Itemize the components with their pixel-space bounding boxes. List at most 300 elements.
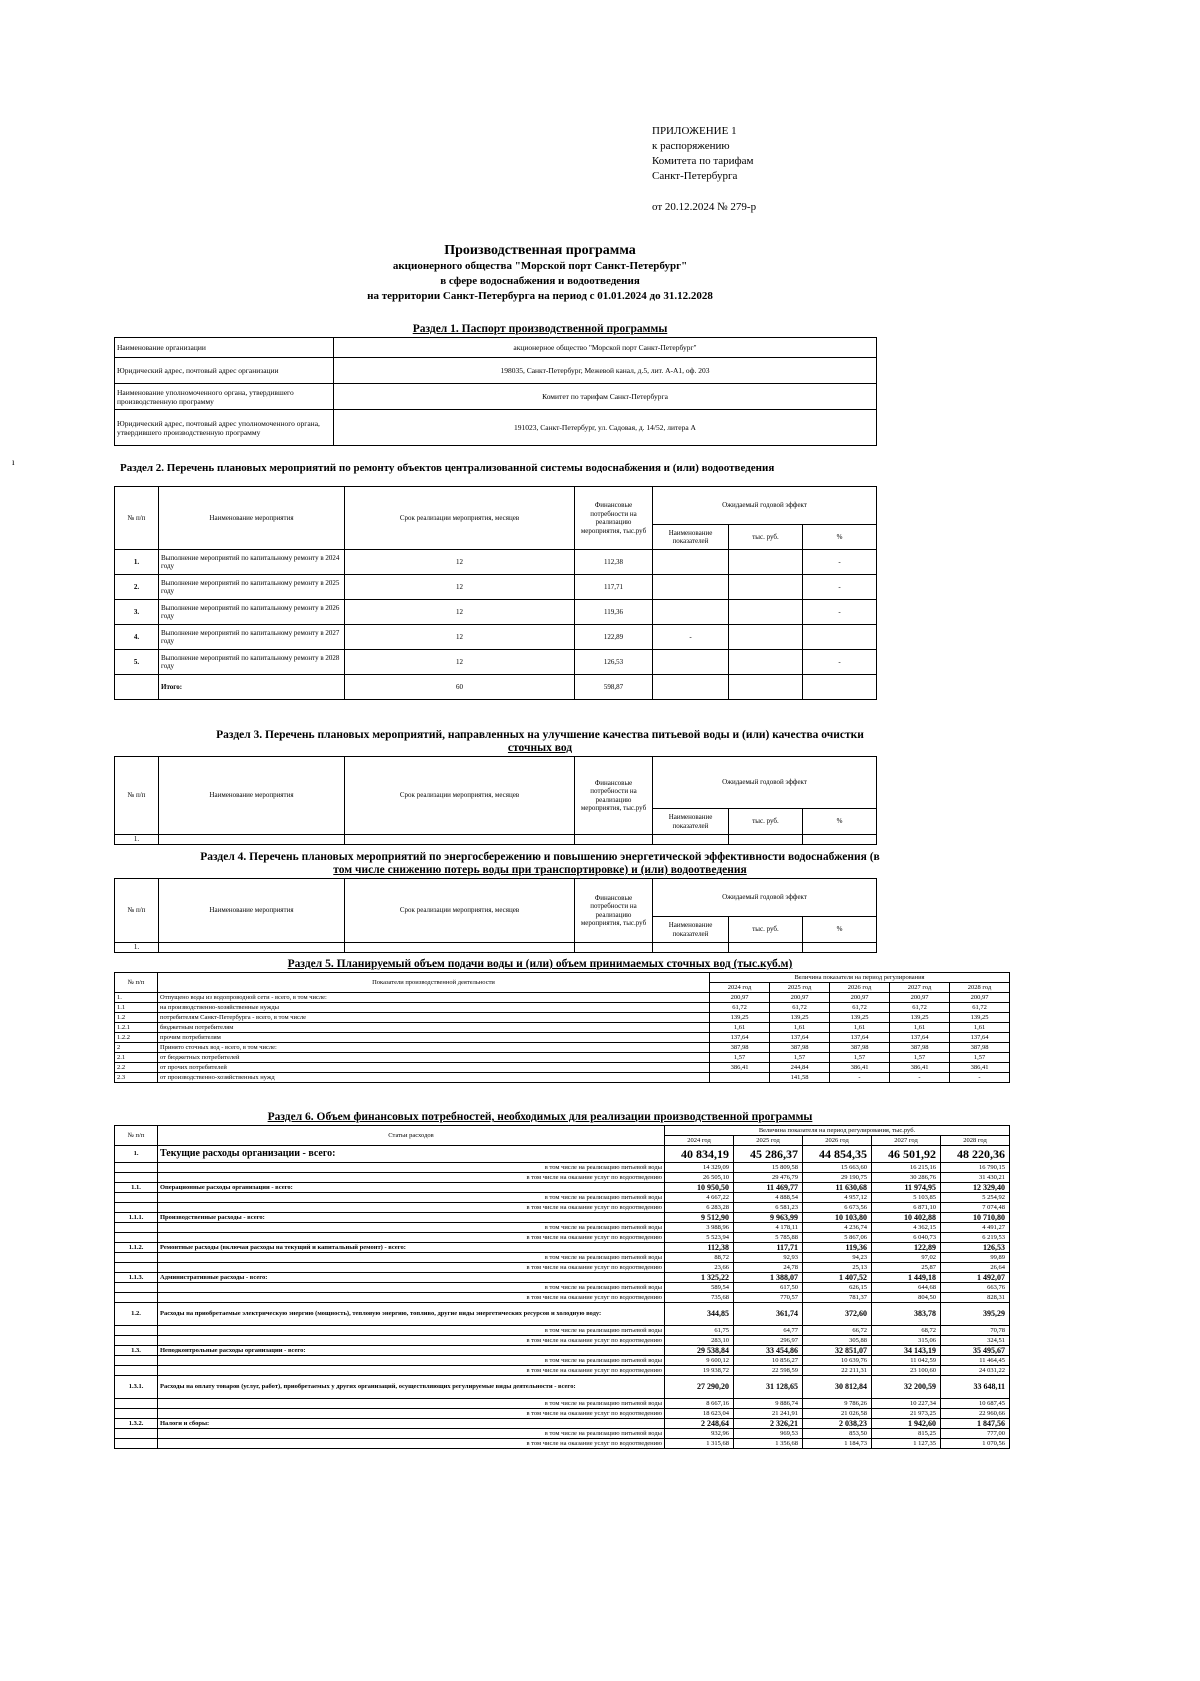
row-value: 932,96 [665, 1429, 734, 1439]
passport-row [115, 358, 877, 384]
row-value: 139,25 [710, 1013, 770, 1023]
row-value: 137,64 [830, 1033, 890, 1043]
row-value: 10 950,50 [665, 1183, 734, 1193]
row-value: 6 581,23 [734, 1203, 803, 1213]
appendix-line-4: Санкт-Петербурга [652, 170, 738, 182]
row-value: 1 388,07 [734, 1273, 803, 1283]
row-value: - [830, 1073, 890, 1083]
row-value: 22 598,59 [734, 1366, 803, 1376]
section-4-table [114, 878, 877, 953]
col-header-rub: тыс. руб. [729, 809, 803, 835]
row-value: 32 851,07 [803, 1346, 872, 1356]
row-value: 1,57 [830, 1053, 890, 1063]
row-value: 22 211,31 [803, 1366, 872, 1376]
table-row [115, 1033, 1010, 1043]
passport-value: 191023, Санкт-Петербург, ул. Садовая, д. 14/52, литера А [334, 410, 877, 446]
row-name: в том числе на реализацию питьевой воды [158, 1163, 665, 1173]
row-value: 6 283,28 [665, 1203, 734, 1213]
row-term: 12 [345, 625, 575, 650]
row-num [115, 1399, 158, 1409]
row-value: 48 220,36 [941, 1146, 1010, 1163]
row-name: в том числе на реализацию питьевой воды [158, 1429, 665, 1439]
row-value: 1 325,22 [665, 1273, 734, 1283]
row-num [115, 1163, 158, 1173]
row-name: Налоги и сборы: [158, 1419, 665, 1429]
section-5-table [114, 972, 1010, 1083]
row-value: 10 639,76 [803, 1356, 872, 1366]
row-value: 11 464,45 [941, 1356, 1010, 1366]
row-value: 137,64 [890, 1033, 950, 1043]
row-value: 617,50 [734, 1283, 803, 1293]
row-value: 68,72 [872, 1326, 941, 1336]
row-num [115, 1193, 158, 1203]
row-value: 9 786,26 [803, 1399, 872, 1409]
row-finance: 112,38 [575, 550, 653, 575]
col-header-finance: Финансовые потребности на реализацию мероприятия, тыс.руб [575, 487, 653, 550]
row-num: 1.2. [115, 1303, 158, 1326]
row-term: 12 [345, 650, 575, 675]
row-value: 386,41 [830, 1063, 890, 1073]
row-name: Неподконтрольные расходы организации - всего: [158, 1346, 665, 1356]
row-value: 66,72 [803, 1326, 872, 1336]
row-value: 137,64 [710, 1033, 770, 1043]
passport-value: 198035, Санкт-Петербург, Межевой канал, д.5, лит. А-А1, оф. 203 [334, 358, 877, 384]
row-name: в том числе на реализацию питьевой воды [158, 1326, 665, 1336]
row-value: 92,93 [734, 1253, 803, 1263]
col-header-pct: % [803, 525, 877, 550]
row-num [115, 1409, 158, 1419]
table-row [115, 1003, 1010, 1013]
row-value: 64,77 [734, 1326, 803, 1336]
col-header-term: Срок реализации мероприятия, месяцев [345, 757, 575, 835]
passport-key: Наименование уполномоченного органа, утвердившего производственную программу [115, 384, 334, 410]
row-num: 1. [115, 993, 158, 1003]
row-value: 1 492,07 [941, 1273, 1010, 1283]
row-value: 1,61 [890, 1023, 950, 1033]
row-name: в том числе на реализацию питьевой воды [158, 1356, 665, 1366]
row-value: 5 523,94 [665, 1233, 734, 1243]
row-name: Операционные расходы организации - всего: [158, 1183, 665, 1193]
row-value: 99,89 [941, 1253, 1010, 1263]
row-num [115, 1253, 158, 1263]
row-value: 1 127,35 [872, 1439, 941, 1449]
col-header-finance: Финансовые потребности на реализацию мероприятия, тыс.руб [575, 757, 653, 835]
row-value: 386,41 [710, 1063, 770, 1073]
table-row [115, 1263, 1010, 1273]
row-value: 1 449,18 [872, 1273, 941, 1283]
row-value: 781,37 [803, 1293, 872, 1303]
row-name: Выполнение мероприятий по капитальному ремонту в 2027 году [159, 625, 345, 650]
table-row [115, 1203, 1010, 1213]
row-num: 1.1.2. [115, 1243, 158, 1253]
passport-key: Юридический адрес, почтовый адрес организации [115, 358, 334, 384]
col-header-num: № п/п [115, 757, 159, 835]
row-value: 324,51 [941, 1336, 1010, 1346]
row-name: Ремонтные расходы (включая расходы на текущий и капитальный ремонт) - всего: [158, 1243, 665, 1253]
row-indicator [653, 600, 729, 625]
row-value: 815,25 [872, 1429, 941, 1439]
row-value: 6 219,53 [941, 1233, 1010, 1243]
col-header-year: 2028 год [950, 983, 1010, 993]
row-value: 305,88 [803, 1336, 872, 1346]
col-header-year: 2024 год [710, 983, 770, 993]
row-value: 141,58 [770, 1073, 830, 1083]
row-value: 5 103,85 [872, 1193, 941, 1203]
row-rub [729, 600, 803, 625]
row-num: 1.3. [115, 1346, 158, 1356]
row-value: 11 630,68 [803, 1183, 872, 1193]
row-value: 31 128,65 [734, 1376, 803, 1399]
passport-row [115, 410, 877, 446]
row-indicator: - [653, 625, 729, 650]
total-label: Итого: [159, 675, 345, 700]
table-row-total [115, 675, 877, 700]
row-value: 139,25 [950, 1013, 1010, 1023]
row-num: 3. [115, 600, 159, 625]
row-finance: 117,71 [575, 575, 653, 600]
table-row [115, 1183, 1010, 1193]
row-name: в том числе на оказание услуг по водоотведению [158, 1336, 665, 1346]
table-row [115, 1356, 1010, 1366]
row-name: Отпущено воды из водопроводной сети - всего, в том числе: [158, 993, 710, 1003]
row-value: 117,71 [734, 1243, 803, 1253]
title-line-4: на территории Санкт-Петербурга на период с 01.01.2024 до 31.12.2028 [367, 290, 713, 302]
total-term: 60 [345, 675, 575, 700]
row-num: 1. [115, 943, 159, 953]
row-value: 44 854,35 [803, 1146, 872, 1163]
row-value [710, 1073, 770, 1083]
row-num: 2.3 [115, 1073, 158, 1083]
row-value: 200,97 [710, 993, 770, 1003]
col-header-items: Статьи расходов [158, 1126, 665, 1146]
row-value: 1,57 [710, 1053, 770, 1063]
row-value: 1,61 [950, 1023, 1010, 1033]
row-value: 46 501,92 [872, 1146, 941, 1163]
table-row [115, 1336, 1010, 1346]
table-row [115, 1293, 1010, 1303]
row-value: 21 241,91 [734, 1409, 803, 1419]
table-row [115, 1346, 1010, 1356]
row-value: 16 215,16 [872, 1163, 941, 1173]
appendix-line-2: к распоряжению [652, 140, 730, 152]
row-value: 2 248,64 [665, 1419, 734, 1429]
row-name: от прочих потребителей [158, 1063, 710, 1073]
row-value: 1,57 [950, 1053, 1010, 1063]
row-name: Выполнение мероприятий по капитальному ремонту в 2025 году [159, 575, 345, 600]
section-4-title: Раздел 4. Перечень плановых мероприятий по энергосбережению и повышению энергетической эффективности водоснабжения (в том числе снижению потерь воды при транспортировке) и (или) водоотведения [200, 851, 880, 876]
table-row [115, 1243, 1010, 1253]
row-value: 23,66 [665, 1263, 734, 1273]
section-1-table [114, 337, 877, 446]
row-value: 21 973,25 [872, 1409, 941, 1419]
row-pct: - [803, 575, 877, 600]
row-num [115, 1326, 158, 1336]
col-header-num: № п/п [115, 879, 159, 943]
table-row [115, 1233, 1010, 1243]
row-value: 137,64 [950, 1033, 1010, 1043]
row-value: 61,72 [710, 1003, 770, 1013]
row-pct: - [803, 550, 877, 575]
row-value: 22 960,66 [941, 1409, 1010, 1419]
row-value: 10 103,80 [803, 1213, 872, 1223]
row-value: 9 886,74 [734, 1399, 803, 1409]
row-value: 589,54 [665, 1283, 734, 1293]
row-value: 139,25 [830, 1013, 890, 1023]
row-value: 4 888,54 [734, 1193, 803, 1203]
row-value: 296,97 [734, 1336, 803, 1346]
row-value: 9 600,12 [665, 1356, 734, 1366]
col-header-effect: Ожидаемый годовой эффект [653, 757, 877, 809]
table-row [115, 1223, 1010, 1233]
row-value: 5 785,88 [734, 1233, 803, 1243]
row-name: в том числе на реализацию питьевой воды [158, 1223, 665, 1233]
table-row [115, 600, 877, 625]
row-value: 122,89 [872, 1243, 941, 1253]
row-num [115, 1366, 158, 1376]
row-value: 6 040,73 [872, 1233, 941, 1243]
row-pct: - [803, 600, 877, 625]
table-row [115, 1429, 1010, 1439]
col-header-year: 2024 год [665, 1136, 734, 1146]
col-header-indicator: Показатели производственной деятельности [158, 973, 710, 993]
row-name: в том числе на реализацию питьевой воды [158, 1253, 665, 1263]
row-value: 33 454,86 [734, 1346, 803, 1356]
table-row [115, 1053, 1010, 1063]
row-value: 137,64 [770, 1033, 830, 1043]
row-value: 97,02 [872, 1253, 941, 1263]
table-row [115, 1419, 1010, 1429]
row-value: 3 988,96 [665, 1223, 734, 1233]
passport-key: Юридический адрес, почтовый адрес уполномоченного органа, утвердившего производственную программу [115, 410, 334, 446]
row-value: 26,64 [941, 1263, 1010, 1273]
row-value: 344,85 [665, 1303, 734, 1326]
row-value: 11 042,59 [872, 1356, 941, 1366]
row-value: 372,60 [803, 1303, 872, 1326]
row-value: 5 254,92 [941, 1193, 1010, 1203]
row-name: бюджетным потребителям [158, 1023, 710, 1033]
row-num [115, 1223, 158, 1233]
row-value: 10 227,34 [872, 1399, 941, 1409]
row-num: 1.2.2 [115, 1033, 158, 1043]
row-indicator [653, 650, 729, 675]
section-1-title: Раздел 1. Паспорт производственной программы [412, 323, 668, 335]
row-value: 119,36 [803, 1243, 872, 1253]
row-value: 15 809,58 [734, 1163, 803, 1173]
row-value: 30 812,84 [803, 1376, 872, 1399]
row-value: 32 200,59 [872, 1376, 941, 1399]
row-value: 30 286,76 [872, 1173, 941, 1183]
row-value: 112,38 [665, 1243, 734, 1253]
section-5-title: Раздел 5. Планируемый объем подачи воды и (или) объем принимаемых сточных вод (тыс.куб.м) [287, 958, 793, 970]
row-name: от производственно-хозяйственных нужд [158, 1073, 710, 1083]
col-header-num: № п/п [115, 1126, 158, 1146]
col-header-period: Величина показателя на период регулирования [710, 973, 1010, 983]
row-value: 27 290,20 [665, 1376, 734, 1399]
row-num: 1.1 [115, 1003, 158, 1013]
table-row [115, 550, 877, 575]
row-value: 315,06 [872, 1336, 941, 1346]
row-rub [729, 650, 803, 675]
row-value: 1 847,56 [941, 1419, 1010, 1429]
row-value: 61,72 [770, 1003, 830, 1013]
row-value: 2 038,23 [803, 1419, 872, 1429]
appendix-date: от 20.12.2024 № 279-р [652, 201, 757, 213]
passport-key: Наименование организации [115, 338, 334, 358]
col-header-name: Наименование мероприятия [159, 487, 345, 550]
table-row [115, 1326, 1010, 1336]
row-num: 5. [115, 650, 159, 675]
row-value: 45 286,37 [734, 1146, 803, 1163]
row-value: 23 100,60 [872, 1366, 941, 1376]
row-value: 24,78 [734, 1263, 803, 1273]
row-rub [729, 575, 803, 600]
row-num [115, 1173, 158, 1183]
row-value: 61,72 [830, 1003, 890, 1013]
row-value: 8 667,16 [665, 1399, 734, 1409]
row-value: 61,72 [950, 1003, 1010, 1013]
row-value: 200,97 [890, 993, 950, 1003]
row-name: Расходы на оплату товаров (услуг, работ), приобретаемых у других организаций, осуществляющих регулируемые виды деятельности - всего: [158, 1376, 665, 1399]
row-value: 4 957,12 [803, 1193, 872, 1203]
row-value: 6 673,56 [803, 1203, 872, 1213]
title-line-1: Производственная программа [444, 243, 636, 258]
section-2-title: Раздел 2. Перечень плановых мероприятий по ремонту объектов централизованной системы водоснабжения и (или) водоотведения [120, 462, 775, 474]
row-value: 777,00 [941, 1429, 1010, 1439]
row-value: 19 938,72 [665, 1366, 734, 1376]
row-finance: 119,36 [575, 600, 653, 625]
row-value: 386,41 [890, 1063, 950, 1073]
passport-row [115, 338, 877, 358]
row-value: 4 667,22 [665, 1193, 734, 1203]
row-name: на производственно-хозяйственные нужды [158, 1003, 710, 1013]
col-header-year: 2027 год [890, 983, 950, 993]
row-value: 1 070,56 [941, 1439, 1010, 1449]
row-value: 969,53 [734, 1429, 803, 1439]
row-value: 1 942,60 [872, 1419, 941, 1429]
row-name: Выполнение мероприятий по капитальному ремонту в 2028 году [159, 650, 345, 675]
row-num: 2.1 [115, 1053, 158, 1063]
row-value: 386,41 [950, 1063, 1010, 1073]
col-header-name: Наименование мероприятия [159, 879, 345, 943]
row-value: 10 687,45 [941, 1399, 1010, 1409]
row-value: 94,23 [803, 1253, 872, 1263]
row-value: 35 495,67 [941, 1346, 1010, 1356]
total-finance: 598,87 [575, 675, 653, 700]
row-num [115, 1439, 158, 1449]
col-header-year: 2026 год [830, 983, 890, 993]
row-name: прочим потребителям [158, 1033, 710, 1043]
row-value: 283,10 [665, 1336, 734, 1346]
row-value: 387,98 [770, 1043, 830, 1053]
col-header-indicator: Наименование показателей [653, 917, 729, 943]
table-row [115, 625, 877, 650]
row-value: 139,25 [770, 1013, 830, 1023]
row-term: 12 [345, 550, 575, 575]
row-name: в том числе на оказание услуг по водоотведению [158, 1293, 665, 1303]
row-value: 61,75 [665, 1326, 734, 1336]
row-value: 18 623,04 [665, 1409, 734, 1419]
table-row [115, 1409, 1010, 1419]
row-value: 31 430,21 [941, 1173, 1010, 1183]
row-value: 9 963,99 [734, 1213, 803, 1223]
row-name: Производственные расходы - всего: [158, 1213, 665, 1223]
row-name: в том числе на реализацию питьевой воды [158, 1399, 665, 1409]
col-header-year: 2027 год [872, 1136, 941, 1146]
row-num: 1. [115, 835, 159, 845]
col-header-year: 2026 год [803, 1136, 872, 1146]
col-header-name: Наименование мероприятия [159, 757, 345, 835]
row-name: потребителям Санкт-Петербурга - всего, в том числе [158, 1013, 710, 1023]
row-value: 244,84 [770, 1063, 830, 1073]
row-name: от бюджетных потребителей [158, 1053, 710, 1063]
row-name: в том числе на оказание услуг по водоотведению [158, 1263, 665, 1273]
table-row [115, 1366, 1010, 1376]
row-value: 126,53 [941, 1243, 1010, 1253]
row-value: 26 505,10 [665, 1173, 734, 1183]
section-6-table [114, 1125, 1010, 1449]
row-value: 139,25 [890, 1013, 950, 1023]
row-name: в том числе на реализацию питьевой воды [158, 1283, 665, 1293]
table-row [115, 1193, 1010, 1203]
row-value: 88,72 [665, 1253, 734, 1263]
col-header-pct: % [803, 809, 877, 835]
row-finance: 126,53 [575, 650, 653, 675]
table-row [115, 993, 1010, 1003]
row-value: 200,97 [770, 993, 830, 1003]
row-value: 11 469,77 [734, 1183, 803, 1193]
row-value: 4 362,15 [872, 1223, 941, 1233]
row-value: 383,78 [872, 1303, 941, 1326]
row-num: 2. [115, 575, 159, 600]
col-header-effect: Ожидаемый годовой эффект [653, 879, 877, 917]
row-value: 387,98 [830, 1043, 890, 1053]
table-row [115, 835, 877, 845]
row-num [115, 1283, 158, 1293]
row-value: 1,61 [830, 1023, 890, 1033]
section-2-table [114, 486, 877, 700]
section-6-title: Раздел 6. Объем финансовых потребностей, необходимых для реализации производственной программы [267, 1111, 813, 1123]
row-num [115, 1293, 158, 1303]
row-name: в том числе на оказание услуг по водоотведению [158, 1439, 665, 1449]
col-header-year: 2025 год [770, 983, 830, 993]
row-num [115, 1263, 158, 1273]
row-num: 1.1. [115, 1183, 158, 1193]
table-row [115, 1376, 1010, 1399]
row-value: 200,97 [950, 993, 1010, 1003]
row-value: 770,57 [734, 1293, 803, 1303]
row-pct [803, 625, 877, 650]
table-row [115, 1013, 1010, 1023]
table-row [115, 1173, 1010, 1183]
row-value: 10 710,80 [941, 1213, 1010, 1223]
row-name: в том числе на оказание услуг по водоотведению [158, 1233, 665, 1243]
row-value: 387,98 [710, 1043, 770, 1053]
row-value: 29 190,75 [803, 1173, 872, 1183]
row-value: 7 074,48 [941, 1203, 1010, 1213]
table-row [115, 1063, 1010, 1073]
row-value: 61,72 [890, 1003, 950, 1013]
row-value: 4 236,74 [803, 1223, 872, 1233]
row-value: 4 491,27 [941, 1223, 1010, 1233]
row-value: 735,68 [665, 1293, 734, 1303]
row-rub [729, 625, 803, 650]
row-name: Принято сточных вод - всего, в том числе: [158, 1043, 710, 1053]
row-value: 10 856,27 [734, 1356, 803, 1366]
row-num: 1.2.1 [115, 1023, 158, 1033]
row-value: 29 538,84 [665, 1346, 734, 1356]
row-term: 12 [345, 575, 575, 600]
row-num: 1.1.3. [115, 1273, 158, 1283]
